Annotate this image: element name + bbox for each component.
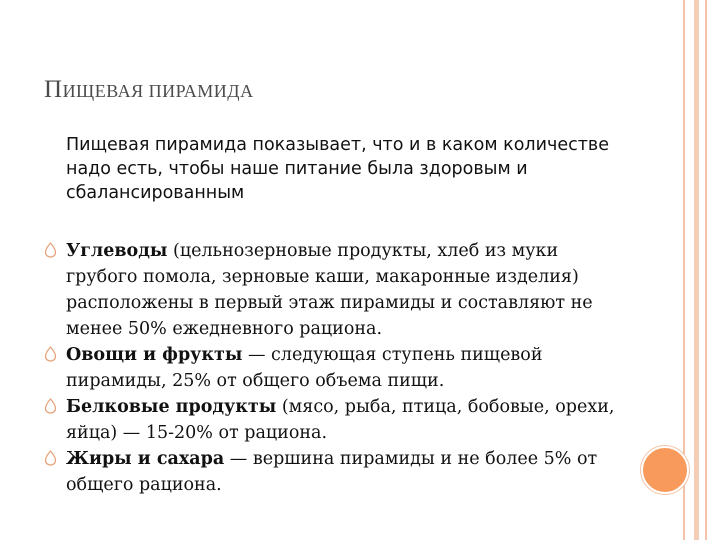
list-item <box>44 238 634 342</box>
list-item <box>44 342 634 394</box>
title-initial: П <box>44 76 63 103</box>
title-rest: ИЩЕВАЯ ПИРАМИДА <box>62 81 254 101</box>
slide-title <box>44 76 254 104</box>
decorative-border-line <box>705 0 707 540</box>
intro-text: Пищевая пирамида показывает, что и в каком количестве надо есть, чтобы наше питание была здоровым и сбалансированным <box>66 135 609 203</box>
bullet-text: — вершина пирамиды и не более 5% от общего рациона. <box>66 449 598 495</box>
bullet-icon <box>44 398 57 414</box>
list-item <box>44 394 634 446</box>
bullet-text: (мясо, рыба, птица, бобовые, орехи, яйца) — 15-20% от рациона. <box>66 397 615 443</box>
bullet-heading: Белковые продукты <box>66 397 277 417</box>
list-item <box>44 446 634 498</box>
bullet-text: — следующая ступень пищевой пирамиды, 25% от общего объема пищи. <box>66 345 543 391</box>
decorative-border-line <box>694 0 699 540</box>
bullet-list <box>44 238 634 498</box>
decorative-circle <box>641 446 689 494</box>
bullet-icon <box>44 346 57 362</box>
bullet-icon <box>44 242 57 258</box>
bullet-heading: Жиры и сахара <box>66 449 225 469</box>
bullet-icon <box>44 450 57 466</box>
bullet-text: (цельнозерновые продукты, хлеб из муки грубого помола, зерновые каши, макаронные изделия) расположены в первый этаж пирамиды и составляют не менее 50% ежедневного рациона. <box>66 241 593 339</box>
bullet-heading: Овощи и фрукты <box>66 345 243 365</box>
bullet-heading: Углеводы <box>66 241 168 261</box>
